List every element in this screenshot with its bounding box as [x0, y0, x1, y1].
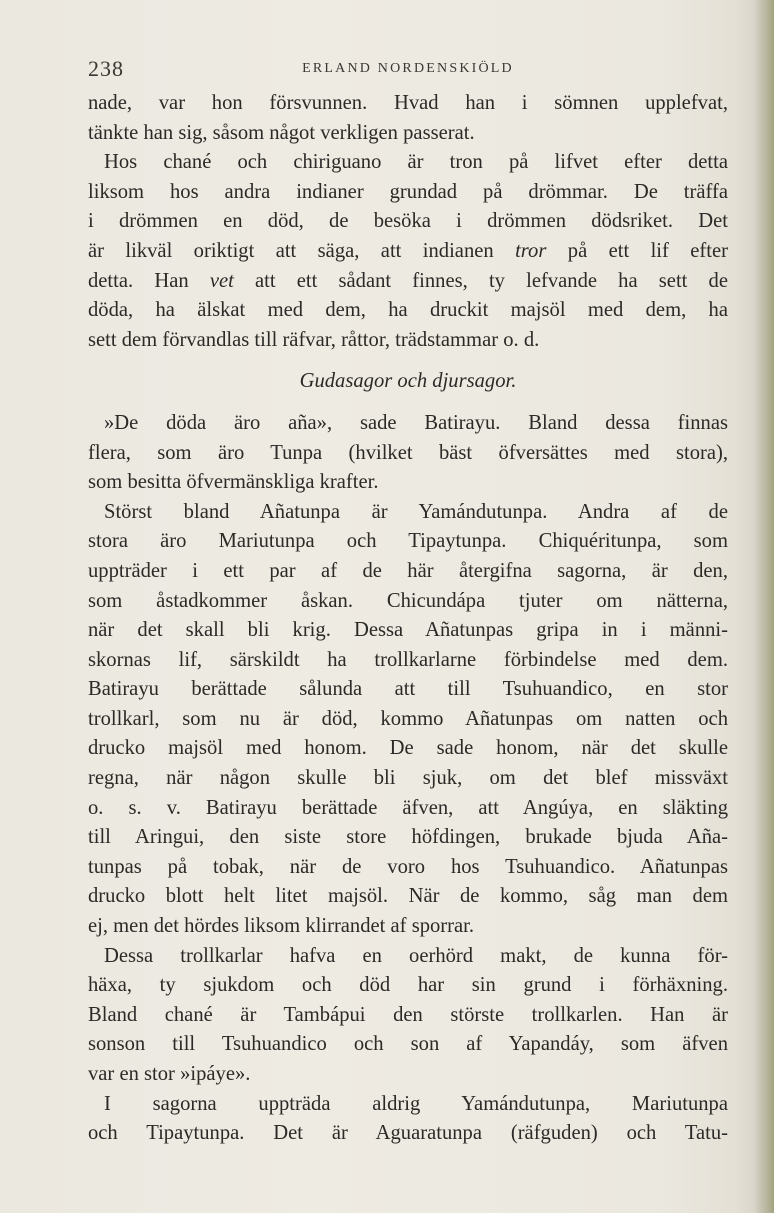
- text-line: var en stor »ipáye».: [88, 1063, 251, 1085]
- text-line: Dessa trollkarlar hafva en oerhörd makt, de kunna för-: [104, 944, 728, 967]
- text-line: regna, när någon skulle bli sjuk, om det blef missväxt: [88, 767, 728, 790]
- text-line: Hos chané och chiriguano är tron på lifvet efter detta: [104, 151, 728, 174]
- text-line: döda, ha älskat med dem, ha druckit majsöl med dem, ha: [88, 299, 728, 322]
- text-line: som åstadkommer åskan. Chicundápa tjuter om nätterna,: [88, 589, 728, 612]
- text-segment: detta. Han: [88, 269, 189, 292]
- text-line: sett dem förvandlas till räfvar, råttor, trädstammar o. d.: [88, 328, 540, 351]
- text-line: som besitta öfvermänskliga krafter.: [88, 471, 379, 494]
- text-line: Batirayu berättade sålunda att till Tsuhuandico, en stor: [88, 678, 728, 701]
- running-title: ERLAND NORDENSKIÖLD: [302, 61, 514, 76]
- text-line: i drömmen en död, de besöka i drömmen dödsriket. Det: [88, 210, 728, 233]
- italic-emphasis: vet: [209, 269, 234, 292]
- text-line: nade, var hon försvunnen. Hvad han i sömnen upplefvat,: [88, 92, 728, 114]
- text-line: till Aringui, den siste store höfdingen, brukade bjuda Aña-: [88, 826, 728, 849]
- text-line: I sagorna uppträda aldrig Yamándutunpa, Mariutunpa: [104, 1092, 728, 1115]
- text-segment: är likväl oriktigt att säga, att indianen: [88, 239, 494, 262]
- text-line: Störst bland Añatunpa är Yamándutunpa. Andra af de: [104, 500, 728, 523]
- text-line: drucko majsöl med honom. De sade honom, när det skulle: [88, 737, 728, 760]
- text-segment: på ett lif efter: [567, 239, 728, 262]
- text-segment: att ett sådant finnes, ty lefvande ha sett de: [255, 269, 728, 292]
- section-heading-text: Gudasagor och djursagor.: [299, 370, 517, 393]
- text-line: trollkarl, som nu är död, kommo Añatunpas om natten och: [88, 707, 728, 730]
- text-line: [88, 267, 728, 297]
- text-line: tunpas på tobak, när de voro hos Tsuhuandico. Añatunpas: [88, 855, 728, 878]
- text-line: [88, 237, 728, 267]
- text-line: sonson till Tsuhuandico och son af Yapandáy, som äfven: [88, 1033, 728, 1056]
- italic-emphasis: tror: [515, 239, 547, 262]
- page-number: 238: [88, 56, 124, 81]
- text-line: när det skall bli krig. Dessa Añatunpas gripa in i männi-: [88, 619, 728, 642]
- text-line: ej, men det hördes liksom klirrandet af sporrar.: [88, 915, 475, 938]
- text-line: o. s. v. Batirayu berättade äfven, att Angúya, en släkting: [88, 796, 728, 819]
- text-line: flera, som äro Tunpa (hvilket bäst öfversättes med stora),: [88, 441, 728, 464]
- text-line: skornas lif, särskildt ha trollkarlarne förbindelse med dem.: [88, 648, 728, 671]
- text-line: liksom hos andra indianer grundad på drömmar. De träffa: [88, 180, 728, 203]
- running-head: [88, 56, 728, 82]
- text-line: häxa, ty sjukdom och död har sin grund i förhäxning.: [88, 974, 728, 997]
- body-text: [88, 89, 728, 1149]
- text-line: »De döda äro aña», sade Batirayu. Bland dessa finnas: [104, 411, 728, 434]
- text-line: stora äro Mariutunpa och Tipaytunpa. Chiquéritunpa, som: [88, 530, 728, 553]
- section-heading: [88, 367, 728, 397]
- text-line: uppträder i ett par af de här återgifna sagorna, är den,: [88, 559, 728, 582]
- text-line: tänkte han sig, såsom något verkligen passerat.: [88, 121, 475, 144]
- text-line: drucko blott helt litet majsöl. När de kommo, såg man dem: [88, 885, 728, 908]
- page-edge-shadow: [754, 0, 774, 1213]
- text-line: och Tipaytunpa. Det är Aguaratunpa (räfguden) och Tatu-: [88, 1122, 728, 1145]
- text-line: Bland chané är Tambápui den störste trollkarlen. Han är: [88, 1003, 728, 1026]
